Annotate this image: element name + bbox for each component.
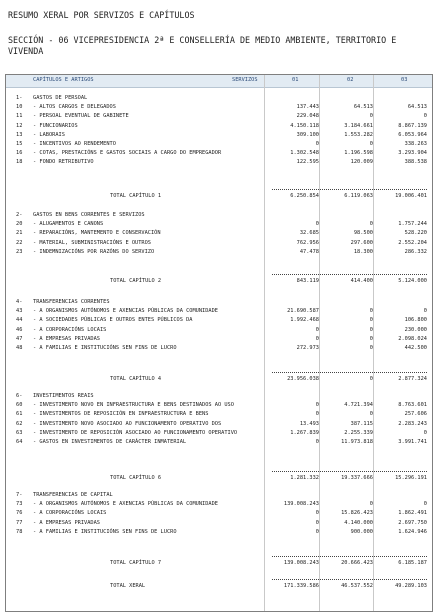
row-value-service-01: 0	[315, 326, 319, 333]
row-code: 6-	[16, 393, 23, 399]
row-description: - A FAMILIAS E INSTITUCIÓNS SEN FINS DE LUCRO	[33, 528, 177, 535]
row-description: - INVESTIMENTO NOVO ASOCIADO AO FUNCIONAMENTO OPERATIVO DOS	[33, 420, 222, 427]
total-label: TOTAL XERAL	[110, 583, 146, 589]
total-value-service-01: 171.339.586	[283, 583, 319, 589]
row-value-service-03: 388.538	[404, 159, 427, 166]
row-value-service-01: 1.267.839	[290, 429, 319, 436]
row-description: - REPARACIÓNS, MANTEMENTO E CONSERVACIÓN	[33, 230, 161, 237]
chapter-total-row	[6, 559, 432, 567]
row-code: 60	[16, 402, 23, 409]
total-value-service-02: 6.119.063	[344, 193, 373, 199]
total-separator	[272, 372, 427, 373]
row-value-service-03: 286.332	[404, 248, 427, 255]
table-row	[6, 509, 432, 517]
column-header-services: SERVIZOS	[232, 77, 258, 83]
row-value-service-03: 257.606	[404, 411, 427, 418]
total-label: TOTAL CAPÍTULO 6	[110, 475, 162, 481]
row-description: - INVESTIMENTOS DE REPOSICIÓN EN INFRAESTRUCTURA E BENS	[33, 411, 209, 418]
total-label: TOTAL CAPÍTULO 7	[110, 560, 162, 566]
row-value-service-03: 1.757.244	[398, 221, 427, 228]
table-row	[6, 335, 432, 343]
chapter-total-row	[6, 474, 432, 482]
row-value-service-02: 0	[369, 501, 373, 508]
row-code: 62	[16, 420, 23, 427]
total-value-service-03: 5.124.000	[398, 278, 427, 284]
row-value-service-01: 4.150.118	[290, 122, 319, 129]
row-value-service-01: 762.956	[296, 239, 319, 246]
table-row	[6, 344, 432, 352]
table-row	[6, 220, 432, 228]
table-row	[6, 103, 432, 111]
total-value-service-03: 49.289.103	[395, 583, 427, 589]
total-label: TOTAL CAPÍTULO 1	[110, 193, 162, 199]
row-code: 76	[16, 510, 23, 517]
row-description: - MATERIAL, SUBMINISTRACIÓNS E OUTROS	[33, 239, 151, 246]
row-value-service-03: 338.263	[404, 141, 427, 147]
row-value-service-03: 0	[423, 501, 427, 508]
row-value-service-03: 2.283.243	[398, 420, 427, 427]
row-value-service-02: 0	[369, 141, 373, 147]
row-value-service-02: 64.513	[353, 104, 373, 111]
row-value-service-02: 297.600	[350, 239, 373, 246]
row-value-service-01: 1.992.468	[290, 317, 319, 324]
row-code: 13	[16, 131, 23, 138]
table-row	[6, 112, 432, 120]
row-code: 22	[16, 239, 23, 246]
row-value-service-03: 3.991.741	[398, 439, 427, 445]
row-code: 21	[16, 230, 23, 237]
total-value-service-02: 0	[369, 376, 373, 382]
row-value-service-03: 528.220	[404, 230, 427, 237]
row-description: - COTAS, PRESTACIÓNS E GASTOS SOCIAIS A CARGO DO EMPREGADOR	[33, 150, 222, 157]
row-code: 46	[16, 326, 23, 333]
row-value-service-01: 272.973	[296, 345, 319, 351]
row-value-service-01: 137.443	[296, 104, 319, 111]
row-value-service-02: 1.196.598	[344, 150, 373, 157]
row-description: - A CORPORACIÓNS LOCAIS	[33, 510, 107, 517]
table-row	[6, 239, 432, 247]
row-value-service-03: 8.763.601	[398, 402, 427, 409]
row-value-service-02: 0	[369, 308, 373, 315]
row-value-service-02: 0	[369, 326, 373, 333]
column-header-service-02: 02	[347, 77, 354, 83]
table-row	[6, 211, 432, 219]
row-code: 4-	[16, 299, 23, 305]
table-header	[6, 75, 432, 88]
table-row	[6, 298, 432, 306]
total-separator	[272, 579, 427, 580]
row-code: 48	[16, 345, 23, 351]
table-row	[6, 500, 432, 508]
row-code: 10	[16, 104, 23, 111]
row-value-service-01: 0	[315, 519, 319, 526]
row-code: 43	[16, 308, 23, 315]
row-value-service-01: 0	[315, 402, 319, 409]
row-code: 23	[16, 248, 23, 255]
row-value-service-01: 0	[315, 510, 319, 517]
row-description: INVESTIMENTOS REAIS	[33, 393, 94, 399]
row-value-service-02: 4.140.000	[344, 519, 373, 526]
row-value-service-01: 0	[315, 221, 319, 228]
row-description: TRANSFERENCIAS DE CAPITAL	[33, 492, 113, 498]
row-code: 7-	[16, 492, 23, 498]
column-header-chapters: CAPÍTULOS E ARTIGOS	[33, 77, 94, 83]
row-code: 64	[16, 439, 23, 445]
row-description: GASTOS EN BENS CORRENTES E SERVIZOS	[33, 212, 145, 218]
row-value-service-03: 106.800	[404, 317, 427, 324]
table-row	[6, 316, 432, 324]
report-header	[0, 0, 439, 70]
row-value-service-01: 309.100	[296, 131, 319, 138]
row-value-service-02: 98.500	[353, 230, 373, 237]
total-value-service-01: 6.250.854	[290, 193, 319, 199]
total-value-service-02: 19.337.666	[341, 475, 373, 481]
total-separator	[272, 556, 427, 557]
row-code: 77	[16, 519, 23, 526]
grand-total-row	[6, 582, 432, 590]
row-description: - INDEMNIZACIÓNS POR RAZÓNS DO SERVIZO	[33, 248, 155, 255]
row-value-service-01: 13.493	[299, 420, 319, 427]
row-value-service-03: 1.624.946	[398, 528, 427, 535]
table-row	[6, 519, 432, 527]
row-value-service-03: 6.053.964	[398, 131, 427, 138]
report-title: RESUMO XERAL POR SERVIZOS E CAPÍTULOS	[8, 10, 195, 20]
row-value-service-02: 2.255.339	[344, 429, 373, 436]
chapter-total-row	[6, 277, 432, 285]
table-row	[6, 392, 432, 400]
row-description: - ALTOS CARGOS E DELEGADOS	[33, 104, 116, 111]
row-description: - A EMPRESAS PRIVADAS	[33, 335, 100, 342]
row-value-service-01: 21.690.587	[287, 308, 319, 315]
row-value-service-03: 2.552.204	[398, 239, 427, 246]
total-value-service-01: 1.281.332	[290, 475, 319, 481]
row-value-service-03: 442.500	[404, 345, 427, 351]
row-value-service-02: 0	[369, 345, 373, 351]
table-row	[6, 401, 432, 409]
row-value-service-01: 47.478	[299, 248, 319, 255]
row-description: - A ORGANISMOS AUTÓNOMOS E AXENCIAS PÚBLICAS DA COMUNIDADE	[33, 501, 218, 508]
table-row	[6, 122, 432, 130]
table-row	[6, 158, 432, 166]
row-code: 15	[16, 141, 23, 147]
table-row	[6, 528, 432, 536]
total-value-service-03: 6.185.187	[398, 560, 427, 566]
total-value-service-03: 19.006.401	[395, 193, 427, 199]
row-code: 11	[16, 113, 23, 120]
table-row	[6, 140, 432, 148]
row-value-service-01: 122.595	[296, 159, 319, 166]
row-code: 12	[16, 122, 23, 129]
row-code: 78	[16, 528, 23, 535]
row-value-service-03: 230.000	[404, 326, 427, 333]
row-value-service-02: 0	[369, 221, 373, 228]
total-separator	[272, 189, 427, 190]
row-value-service-03: 64.513	[407, 104, 427, 111]
total-separator	[272, 274, 427, 275]
table-row	[6, 131, 432, 139]
row-value-service-02: 3.184.661	[344, 122, 373, 129]
row-description: GASTOS DE PERSOAL	[33, 95, 88, 101]
row-value-service-03: 0	[423, 429, 427, 436]
table-row	[6, 307, 432, 315]
row-value-service-03: 8.867.139	[398, 122, 427, 129]
row-code: 47	[16, 335, 23, 342]
row-value-service-01: 0	[315, 335, 319, 342]
row-value-service-02: 900.000	[350, 528, 373, 535]
row-value-service-02: 11.973.818	[341, 439, 373, 445]
row-description: - LABORAIS	[33, 131, 65, 138]
total-label: TOTAL CAPÍTULO 4	[110, 376, 162, 382]
row-value-service-01: 0	[315, 528, 319, 535]
row-value-service-02: 1.553.282	[344, 131, 373, 138]
total-value-service-01: 23.956.038	[287, 376, 319, 382]
total-value-service-02: 20.666.423	[341, 560, 373, 566]
row-code: 2-	[16, 212, 23, 218]
row-value-service-02: 4.721.394	[344, 402, 373, 409]
row-value-service-01: 229.048	[296, 113, 319, 120]
column-header-service-01: 01	[292, 77, 299, 83]
row-value-service-02: 0	[369, 317, 373, 324]
row-value-service-03: 0	[423, 308, 427, 315]
row-description: - INVESTIMENTO NOVO EN INFRAESTRUCTURA E BENS DESTINADOS AO USO	[33, 402, 234, 409]
row-value-service-01: 0	[315, 439, 319, 445]
row-code: 16	[16, 150, 23, 157]
row-code: 73	[16, 501, 23, 508]
table-row	[6, 491, 432, 499]
table-row	[6, 410, 432, 418]
total-value-service-01: 843.119	[296, 278, 319, 284]
row-value-service-01: 0	[315, 141, 319, 147]
row-description: - FUNCIONARIOS	[33, 122, 78, 129]
section-title: SECCIÓN - 06 VICEPRESIDENCIA 2ª E CONSELLERÍA DE MEDIO AMBIENTE, TERRITORIO E VIVENDA	[8, 35, 397, 56]
row-value-service-02: 0	[369, 113, 373, 120]
row-description: - INVESTIMENTO DE REPOSICIÓN ASOCIADO AO FUNCIONAMENTO OPERATIVO	[33, 429, 238, 436]
row-value-service-03: 0	[423, 113, 427, 120]
table-row	[6, 326, 432, 334]
row-description: - ALUGAMENTOS E CANONS	[33, 221, 104, 228]
table-row	[6, 420, 432, 428]
row-value-service-01: 139.008.243	[283, 501, 319, 508]
row-value-service-01: 0	[315, 411, 319, 418]
row-code: 20	[16, 221, 23, 228]
row-value-service-03: 2.098.024	[398, 335, 427, 342]
chapter-total-row	[6, 375, 432, 383]
row-value-service-02: 387.115	[350, 420, 373, 427]
row-value-service-03: 3.293.904	[398, 150, 427, 157]
table-row	[6, 429, 432, 437]
chapter-total-row	[6, 192, 432, 200]
total-value-service-01: 139.008.243	[283, 560, 319, 566]
row-description: - PERSOAL EVENTUAL DE GABINETE	[33, 113, 129, 120]
row-value-service-02: 15.826.423	[341, 510, 373, 517]
row-value-service-01: 1.302.548	[290, 150, 319, 157]
total-value-service-03: 2.877.324	[398, 376, 427, 382]
row-value-service-03: 1.862.491	[398, 510, 427, 517]
row-value-service-02: 0	[369, 335, 373, 342]
row-description: - A FAMILIAS E INSTITUCIÓNS SEN FINS DE LUCRO	[33, 345, 177, 351]
row-value-service-03: 2.697.750	[398, 519, 427, 526]
table-row	[6, 94, 432, 102]
row-value-service-02: 0	[369, 411, 373, 418]
row-code: 1-	[16, 95, 23, 101]
row-value-service-02: 120.009	[350, 159, 373, 166]
total-value-service-03: 15.296.191	[395, 475, 427, 481]
row-description: - A SOCIEDADES PÚBLICAS E OUTROS ENTES PÚBLICOS DA	[33, 317, 193, 324]
row-description: TRANSFERENCIAS CORRENTES	[33, 299, 110, 305]
row-description: - GASTOS EN INVESTIMENTOS DE CARÁCTER INMATERIAL	[33, 439, 187, 445]
row-description: - A CORPORACIÓNS LOCAIS	[33, 326, 107, 333]
table-row	[6, 229, 432, 237]
column-header-service-03: 03	[401, 77, 408, 83]
total-label: TOTAL CAPÍTULO 2	[110, 278, 162, 284]
total-value-service-02: 414.400	[350, 278, 373, 284]
table-row	[6, 248, 432, 256]
summary-table	[5, 74, 433, 612]
row-code: 61	[16, 411, 23, 418]
row-description: - FONDO RETRIBUTIVO	[33, 159, 94, 166]
row-code: 18	[16, 159, 23, 166]
row-value-service-01: 32.685	[299, 230, 319, 237]
row-code: 63	[16, 429, 23, 436]
total-separator	[272, 471, 427, 472]
row-description: - A EMPRESAS PRIVADAS	[33, 519, 100, 526]
row-value-service-02: 18.300	[353, 248, 373, 255]
total-value-service-02: 46.537.552	[341, 583, 373, 589]
table-row	[6, 438, 432, 446]
row-description: - INCENTIVOS AO RENDEMENTO	[33, 141, 116, 147]
row-code: 44	[16, 317, 23, 324]
table-row	[6, 149, 432, 157]
row-description: - A ORGANISMOS AUTÓNOMOS E AXENCIAS PÚBLICAS DA COMUNIDADE	[33, 308, 218, 315]
